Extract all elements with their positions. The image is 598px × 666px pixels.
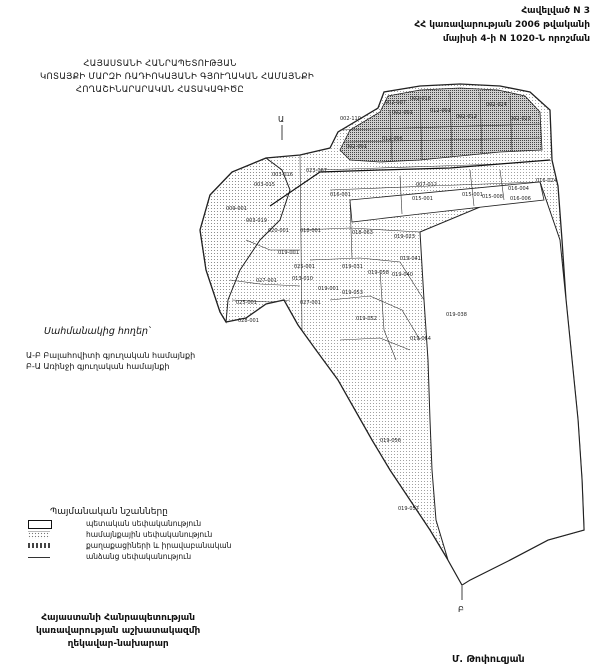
parcel-number-label: 019-053 — [342, 290, 363, 296]
parcel-number-label: 019-001 — [318, 286, 339, 292]
parcel-number-label: 025-001 — [236, 300, 257, 306]
boundary-a-b: Ա-Բ Բալահովիտի գյուղական համայնքի — [26, 351, 196, 360]
parcel-number-label: 009-001 — [226, 206, 247, 212]
parcel-number-label: 002-023 — [510, 116, 531, 122]
parcel-number-label: 027-001 — [300, 300, 321, 306]
legend-swatch-line — [28, 557, 50, 558]
parcel-number-label: 013-010 — [292, 276, 313, 282]
parcel-number-label: 019-040 — [392, 272, 413, 278]
boundary-b-a: Բ-Ա Առինջի գյուղական համայնքի — [26, 362, 170, 371]
parcel-number-label: 019-057 — [398, 506, 419, 512]
parcel-number-label: 019-058 — [368, 270, 389, 276]
footer-line-2: կառավարության աշխատակազմի — [36, 626, 201, 636]
legend-label-private: քաղաքացիների և իրավաբանական — [86, 541, 232, 550]
legend-swatch-community — [28, 531, 50, 539]
point-a-label: Ա — [278, 115, 285, 124]
annex-decree: ՀՀ կառավարության 2006 թվականի — [414, 20, 590, 30]
annex-number: Հավելված N 3 — [521, 6, 590, 16]
state-land-parcel-east — [420, 182, 584, 585]
parcel-number-label: 019-041 — [400, 256, 421, 262]
title-line-3: ՀՈՂԱՇԻՆԱՐԱՐԱԿԱՆ ՀԱՏԱԿԱԳԻԾԸ — [75, 85, 245, 95]
boundaries-heading: Սահմանակից հողեր՝ — [44, 326, 151, 337]
parcel-number-label: 019-038 — [446, 312, 467, 318]
parcel-number-label: 019-031 — [342, 264, 363, 270]
parcel-number-label: 012-001 — [430, 108, 451, 114]
parcel-number-label: 025-001 — [294, 264, 315, 270]
annex-decree-date: մայիսի 4-ի N 1020-Ն որոշման — [442, 34, 590, 44]
legend-label-private-2: անձանց սեփականություն — [86, 552, 192, 561]
parcel-number-label: 002-007 — [385, 100, 406, 106]
parcel-number-label: 002-012 — [456, 114, 477, 120]
parcel-number-label: 028-001 — [238, 318, 259, 324]
point-b-label: Բ — [458, 605, 464, 614]
parcel-number-label: 016-006 — [510, 196, 531, 202]
legend-label-state: պետական սեփականություն — [86, 519, 202, 528]
parcel-number-label: 015-001 — [462, 192, 483, 198]
parcel-number-label: 003-016 — [272, 172, 293, 178]
legend-heading: Պայմանական նշանները — [50, 507, 168, 517]
parcel-number-label: 002-110 — [340, 116, 361, 122]
parcel-number-label: 003-015 — [254, 182, 275, 188]
parcel-number-label: 016-024 — [536, 178, 557, 184]
parcel-number-label: 023-067 — [306, 168, 327, 174]
parcel-number-label: 007-012 — [416, 182, 437, 188]
parcel-number-label: 018-001 — [300, 228, 321, 234]
parcel-number-label: 018-063 — [352, 230, 373, 236]
parcel-number-label: 027-001 — [256, 278, 277, 284]
legend-swatch-state — [28, 520, 52, 529]
footer-signatory-title — [36, 612, 200, 651]
parcel-number-label: 002-001 — [392, 110, 413, 116]
parcel-number-label: 019-001 — [278, 250, 299, 256]
parcel-number-label: 003-019 — [246, 218, 267, 224]
parcel-number-label: 016-001 — [330, 192, 351, 198]
footer-line-3: ղեկավար-նախարար — [67, 639, 169, 649]
footer-line-1: Հայաստանի Հանրապետության — [41, 613, 195, 623]
parcel-number-label: 015-001 — [412, 196, 433, 202]
parcel-number-label: 002-024 — [486, 102, 507, 108]
parcel-number-label: 019-056 — [380, 438, 401, 444]
parcel-number-label: 019-064 — [410, 336, 431, 342]
parcel-number-label: 002-001 — [346, 144, 367, 150]
title-line-1: ՀԱՅԱՍՏԱՆԻ ՀԱՆՐԱՊԵՏՈՒԹՅԱՆ — [83, 59, 237, 69]
parcel-number-label: 012-005 — [382, 136, 403, 142]
boundaries-list — [26, 350, 195, 372]
legend-label-community: համայնքային սեփականություն — [86, 530, 213, 539]
parcel-number-label: 015-008 — [482, 194, 503, 200]
footer-signatory-name: Մ. Թոփուզյան — [452, 654, 525, 665]
parcel-number-label: 002-018 — [410, 96, 431, 102]
parcel-number-label: 019-052 — [356, 316, 377, 322]
parcel-number-label: 019-023 — [394, 234, 415, 240]
parcel-number-label: 016-004 — [508, 186, 529, 192]
title-line-2: ԿՈՏԱՅՔԻ ՄԱՐԶԻ ՌԱԴԻՈԿԱՅԱՆԻ ԳՅՈՒՂԱԿԱՆ ՀԱՄԱՅՆՔԻ — [40, 72, 315, 82]
parcel-number-label: 020-001 — [268, 228, 289, 234]
legend-swatch-private — [28, 543, 50, 548]
